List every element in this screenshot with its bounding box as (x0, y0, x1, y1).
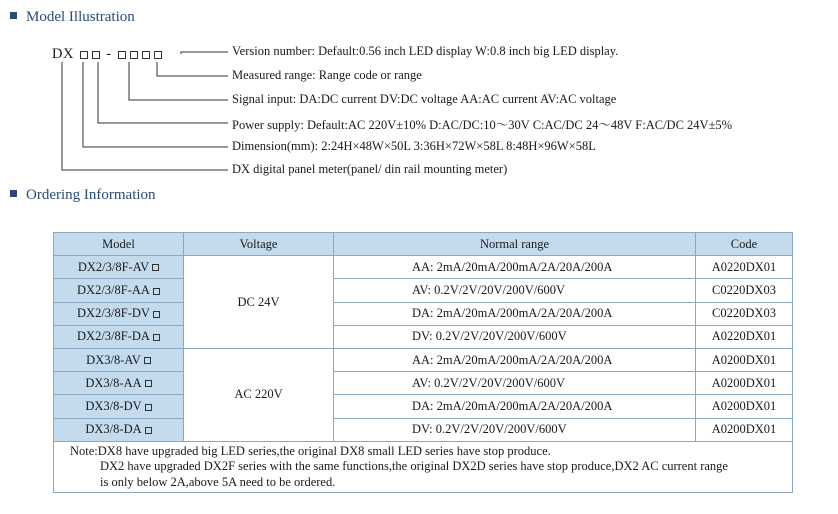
placeholder-box-icon (144, 357, 151, 364)
code-cell: A0200DX01 (696, 395, 793, 418)
placeholder-box-icon (153, 311, 160, 318)
model-cell: DX2/3/8F-AA (54, 279, 184, 302)
section-heading-ordering-information: Ordering Information (10, 187, 156, 204)
ordering-table (53, 232, 793, 493)
voltage-cell: DC 24V (184, 256, 334, 349)
model-cell: DX2/3/8F-DA (54, 325, 184, 348)
leader-version (181, 52, 228, 54)
legend-measured-range: Measured range: Range code or range (232, 68, 422, 82)
code-cell: A0220DX01 (696, 325, 793, 348)
legend-dimension: Dimension(mm): 2:24H×48W×50L 3:36H×72W×58L 8:48H×96W×58L (232, 139, 596, 153)
header-normal-range: Normal range (334, 233, 696, 256)
table-header-row (54, 233, 793, 256)
legend-series: DX digital panel meter(panel/ din rail mounting meter) (232, 162, 508, 176)
table-row (54, 372, 793, 395)
note-line: is only below 2A,above 5A need to be ordered. (100, 474, 336, 489)
model-prefix: DX (52, 46, 74, 62)
code-cell: A0200DX01 (696, 418, 793, 441)
legend-signal-input: Signal input: DA:DC current DV:DC voltage AA:AC current AV:AC voltage (232, 92, 617, 106)
header-code: Code (696, 233, 793, 256)
model-cell: DX2/3/8F-DV (54, 302, 184, 325)
model-cell: DX3/8-DV (54, 395, 184, 418)
model-cell: DX3/8-AV (54, 348, 184, 371)
leader-series (62, 62, 228, 170)
table-row (54, 279, 793, 302)
header-model: Model (54, 233, 184, 256)
code-cell: A0220DX01 (696, 256, 793, 279)
placeholder-box-icon (152, 264, 159, 271)
code-cell: C0220DX03 (696, 279, 793, 302)
note-row (54, 441, 793, 493)
square-bullet-icon (10, 190, 17, 197)
table-row (54, 418, 793, 441)
table-row (54, 395, 793, 418)
section-heading-model-illustration: Model Illustration (10, 9, 135, 26)
placeholder-box-icon (153, 288, 160, 295)
placeholder-box-icon (153, 334, 160, 341)
placeholder-box-icon (145, 404, 152, 411)
code-separator: - (106, 46, 112, 62)
range-cell: DV: 0.2V/2V/20V/200V/600V (334, 418, 696, 441)
code-cell: A0200DX01 (696, 372, 793, 395)
legend-power-supply: Power supply: Default:AC 220V±10% D:AC/DC:10～30V C:AC/DC 24～48V F:AC/DC 24V±5% (232, 118, 733, 132)
range-cell: AV: 0.2V/2V/20V/200V/600V (334, 279, 696, 302)
model-cell: DX3/8-DA (54, 418, 184, 441)
note-line: DX2 have upgraded DX2F series with the same functions,the original DX2D series have stop produce,DX2 AC current range (100, 459, 728, 474)
placeholder-box-icon (145, 380, 152, 387)
range-cell: AV: 0.2V/2V/20V/200V/600V (334, 372, 696, 395)
range-cell: AA: 2mA/20mA/200mA/2A/20A/200A (334, 348, 696, 371)
leader-dimension (83, 62, 228, 147)
placeholder-box-icon (145, 427, 152, 434)
leader-power (98, 62, 228, 123)
table-row (54, 256, 793, 279)
voltage-cell: AC 220V (184, 348, 334, 441)
model-cell: DX3/8-AA (54, 372, 184, 395)
range-cell: DA: 2mA/20mA/200mA/2A/20A/200A (334, 395, 696, 418)
range-cell: AA: 2mA/20mA/200mA/2A/20A/200A (334, 256, 696, 279)
note-cell (54, 441, 793, 493)
model-cell: DX2/3/8F-AV (54, 256, 184, 279)
leader-signal (129, 62, 228, 100)
table-row (54, 348, 793, 371)
legend-version: Version number: Default:0.56 inch LED display W:0.8 inch big LED display. (232, 44, 619, 58)
note-line: Note:DX8 have upgraded big LED series,the original DX8 small LED series have stop produce. (70, 443, 551, 458)
code-cell: C0220DX03 (696, 302, 793, 325)
range-cell: DA: 2mA/20mA/200mA/2A/20A/200A (334, 302, 696, 325)
table-row (54, 325, 793, 348)
code-cell: A0200DX01 (696, 348, 793, 371)
leader-range (157, 62, 228, 76)
range-cell: DV: 0.2V/2V/20V/200V/600V (334, 325, 696, 348)
header-voltage: Voltage (184, 233, 334, 256)
table-row (54, 302, 793, 325)
